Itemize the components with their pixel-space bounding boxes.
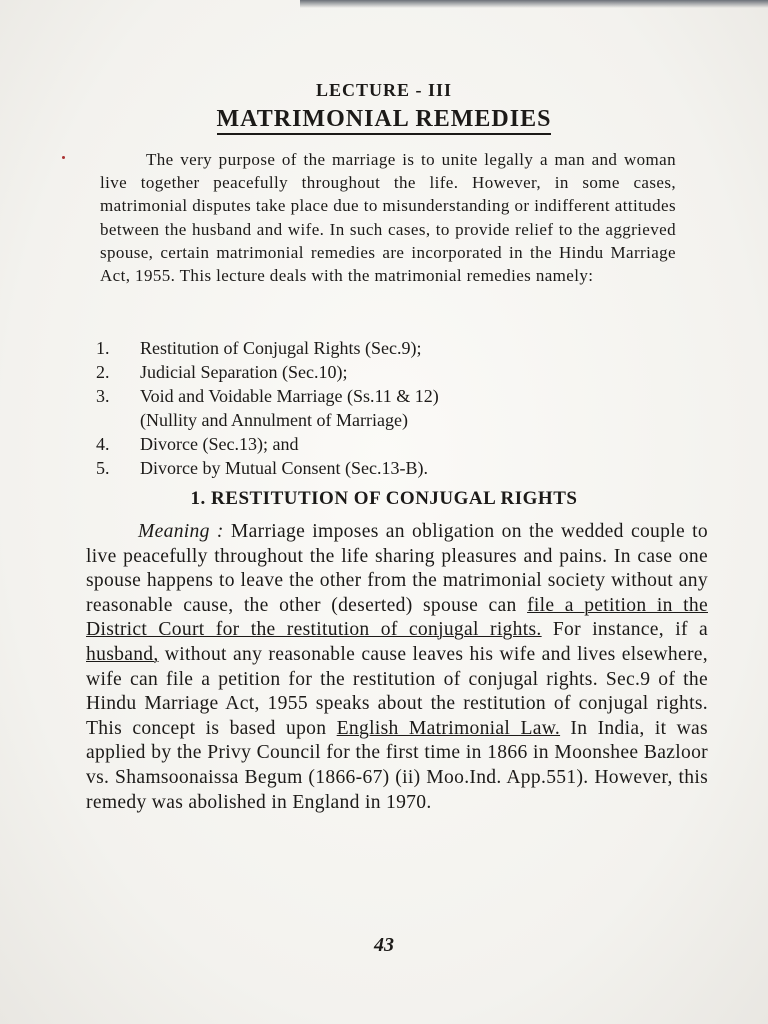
list-text: Divorce by Mutual Consent (Sec.13-B).: [140, 458, 428, 478]
list-subtext: (Nullity and Annulment of Marriage): [140, 410, 408, 430]
section-body: [86, 520, 708, 815]
remedies-list: [96, 336, 656, 480]
list-text: Restitution of Conjugal Rights (Sec.9);: [140, 338, 422, 358]
list-text: Judicial Separation (Sec.10);: [140, 362, 348, 382]
list-item: [96, 360, 656, 384]
underlined-text-a: file a petition in the District Court for the restitution of conjugal rights.: [86, 594, 708, 641]
underlined-text-b: husband,: [86, 643, 159, 665]
body-paragraph: [86, 520, 708, 815]
scan-edge-shadow: [300, 0, 768, 8]
list-number: 1.: [96, 338, 110, 358]
list-number: 2.: [96, 362, 110, 382]
intro-paragraph: The very purpose of the marriage is to unite legally a man and woman live together peacefully throughout the life. However, in some cases, matrimonial disputes take place due to misunderstanding or indifferent attitudes between the husband and wife. In such cases, to provide relief to the aggrieved spouse, certain matrimonial remedies are incorporated in the Hindu Marriage Act, 1955. This lecture deals with the matrimonial remedies namely:: [100, 150, 676, 286]
list-item: [96, 432, 656, 456]
body-text-b: For instance, if a: [541, 619, 708, 641]
list-text-group: [140, 384, 439, 432]
list-number: 4.: [96, 434, 110, 454]
list-item: [96, 456, 656, 480]
page-title: [0, 106, 768, 133]
body-text-a: Marriage imposes an obligation on the wedded couple to live peacefully throughout the life sharing pleasures and pains. In case one spouse happens to leave the other from the matrimonial society without any reasonable cause, the other (deserted) spouse can: [86, 521, 708, 616]
list-text: Divorce (Sec.13); and: [140, 434, 299, 454]
list-item: [96, 384, 656, 432]
page-title-text: MATRIMONIAL REMEDIES: [217, 106, 552, 135]
underlined-text-c: English Matrimonial Law.: [336, 717, 561, 739]
lecture-label: LECTURE - III: [315, 80, 453, 100]
page-number: 43: [374, 934, 394, 956]
list-number: 3.: [96, 386, 110, 406]
ink-speck: [62, 156, 65, 159]
list-text: Void and Voidable Marriage (Ss.11 & 12): [140, 386, 439, 406]
section-heading: 1. RESTITUTION OF CONJUGAL RIGHTS: [190, 488, 578, 509]
meaning-lead: Meaning :: [138, 521, 224, 542]
list-item: [96, 336, 656, 360]
list-number: 5.: [96, 458, 110, 478]
body-text-c: without any reasonable cause leaves his wife and lives elsewhere, wife can file a petition for the restitution of conjugal rights. Sec.9 of the Hindu Marriage Act, 1955 speaks about the restitution of conjugal rights. This concept is based upon: [86, 643, 708, 739]
body-text-d: In India, it was applied by the Privy Council for the first time in 1866 in Moonshee Bazloor vs. Shamsoonaissa Begum (1866-67) (ii) Moo.Ind. App.551). However, this remedy was abolished in England in 1970.: [86, 717, 708, 813]
